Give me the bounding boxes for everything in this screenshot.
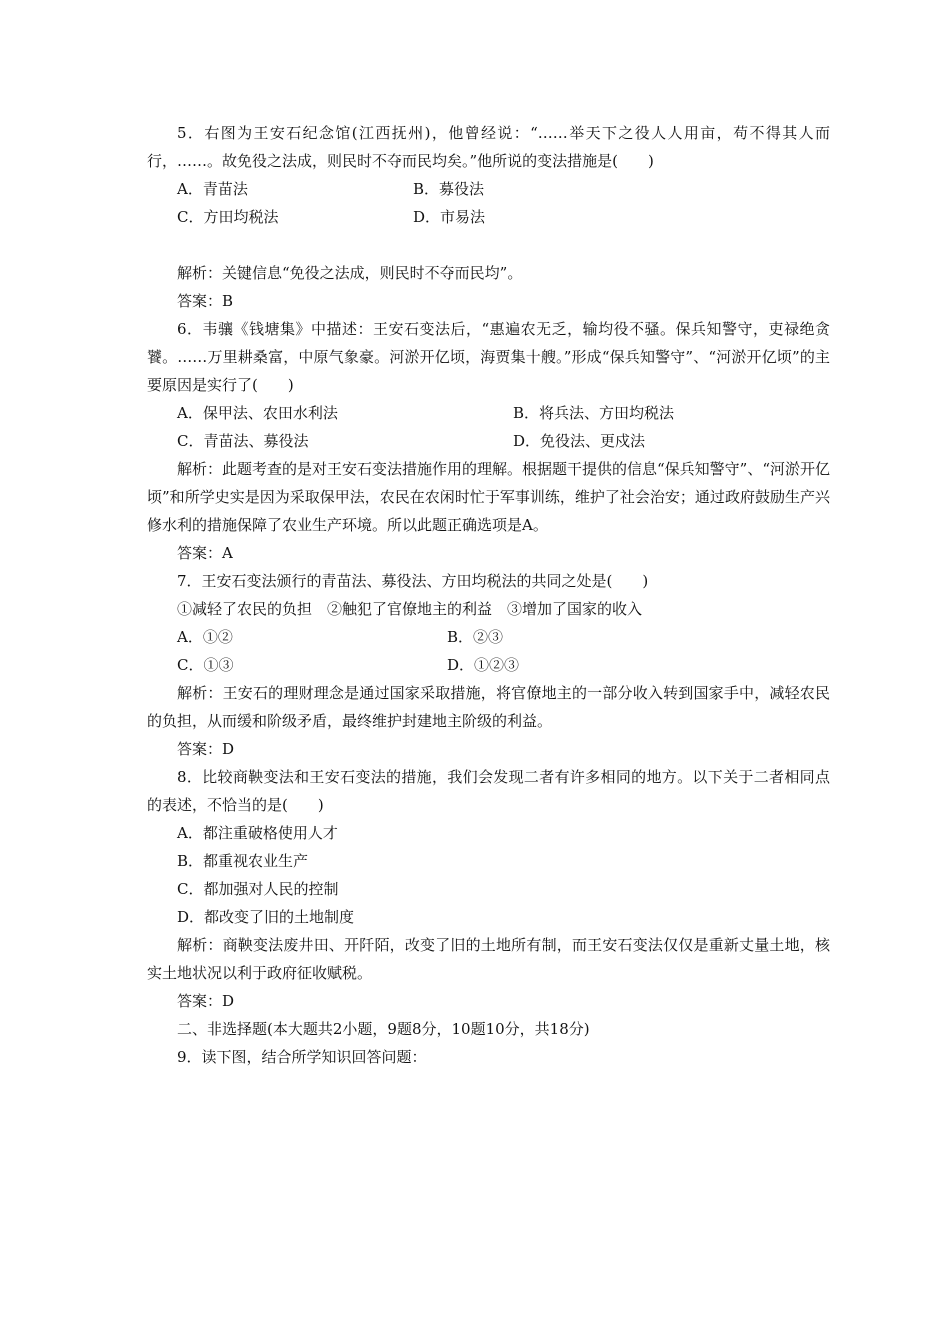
q8-answer: 答案：D — [177, 992, 235, 1010]
spacer — [147, 231, 830, 259]
q5-stem: 5．右图为王安石纪念馆(江西抚州)，他曾经说：“……举天下之役人人用亩，苟不得其人而行，……。故免役之法成，则民时不夺而民均矣。”他所说的变法措施是( ) — [147, 124, 830, 170]
q5-option-c: C．方田均税法 — [177, 208, 279, 226]
q7-analysis: 解析：王安石的理财理念是通过国家采取措施，将官僚地主的一部分收入转到国家手中，减轻农民的负担，从而缓和阶级矛盾，最终维护封建地主阶级的利益。 — [147, 684, 830, 730]
q5-answer: 答案：B — [177, 292, 234, 310]
q6-answer: 答案：A — [177, 544, 233, 562]
q8-analysis: 解析：商鞅变法废井田、开阡陌，改变了旧的土地所有制，而王安石变法仅仅是重新丈量土地，核实土地状况以利于政府征收赋税。 — [147, 936, 830, 982]
q5-options-row-2 — [147, 203, 830, 231]
q6-option-a: A．保甲法、农田水利法 — [177, 404, 338, 422]
q6-options-row-1 — [147, 399, 830, 427]
q8-option-b: B．都重视农业生产 — [177, 852, 309, 870]
q5-options-row-1 — [147, 175, 830, 203]
q7-stem: 7．王安石变法颁行的青苗法、募役法、方田均税法的共同之处是( ) — [177, 572, 649, 590]
q9-stem: 9．读下图，结合所学知识回答问题： — [177, 1048, 427, 1066]
q5-option-d: D．市易法 — [413, 208, 486, 226]
q6-option-d: D．免役法、更戍法 — [513, 432, 646, 450]
q5-option-a: A．青苗法 — [177, 180, 248, 198]
q5-analysis: 解析：关键信息“免役之法成，则民时不夺而民均”。 — [177, 264, 523, 282]
q7-items: ①减轻了农民的负担 ②触犯了官僚地主的利益 ③增加了国家的收入 — [177, 600, 643, 618]
q7-option-c: C．①③ — [177, 656, 234, 674]
q8-option-c: C．都加强对人民的控制 — [177, 880, 339, 898]
q8-option-a: A．都注重破格使用人才 — [177, 824, 338, 842]
q7-answer: 答案：D — [177, 740, 235, 758]
q5-option-b: B．募役法 — [413, 180, 485, 198]
q7-options-row-2 — [147, 651, 830, 679]
q8-option-d: D．都改变了旧的土地制度 — [177, 908, 355, 926]
q6-options-row-2 — [147, 427, 830, 455]
q6-analysis: 解析：此题考查的是对王安石变法措施作用的理解。根据题干提供的信息“保兵知警守”、“河淤开亿顷”和所学史实是因为采取保甲法，农民在农闲时忙于军事训练，维护了社会治安；通过政府鼓励生产兴修水利的措施保障了农业生产环境。所以此题正确选项是A。 — [147, 460, 831, 534]
q8-stem: 8．比较商鞅变法和王安石变法的措施，我们会发现二者有许多相同的地方。以下关于二者相同点的表述，不恰当的是( ) — [147, 768, 830, 814]
q7-options-row-1 — [147, 623, 830, 651]
q6-option-c: C．青苗法、募役法 — [177, 432, 309, 450]
q7-option-b: B．②③ — [447, 628, 504, 646]
q7-option-d: D．①②③ — [447, 656, 520, 674]
q6-stem: 6．韦骧《钱塘集》中描述：王安石变法后，“惠遍农无乏，输均役不骚。保兵知警守，吏禄绝贪饕。……万里耕桑富，中原气象豪。河淤开亿顷，海贾集十艘。”形成“保兵知警守”、“河淤开亿顷”的主要原因是实行了( ) — [147, 320, 830, 394]
section-2-heading: 二、非选择题(本大题共2小题，9题8分，10题10分，共18分) — [177, 1020, 590, 1038]
q7-option-a: A．①② — [177, 628, 233, 646]
q6-option-b: B．将兵法、方田均税法 — [513, 404, 675, 422]
